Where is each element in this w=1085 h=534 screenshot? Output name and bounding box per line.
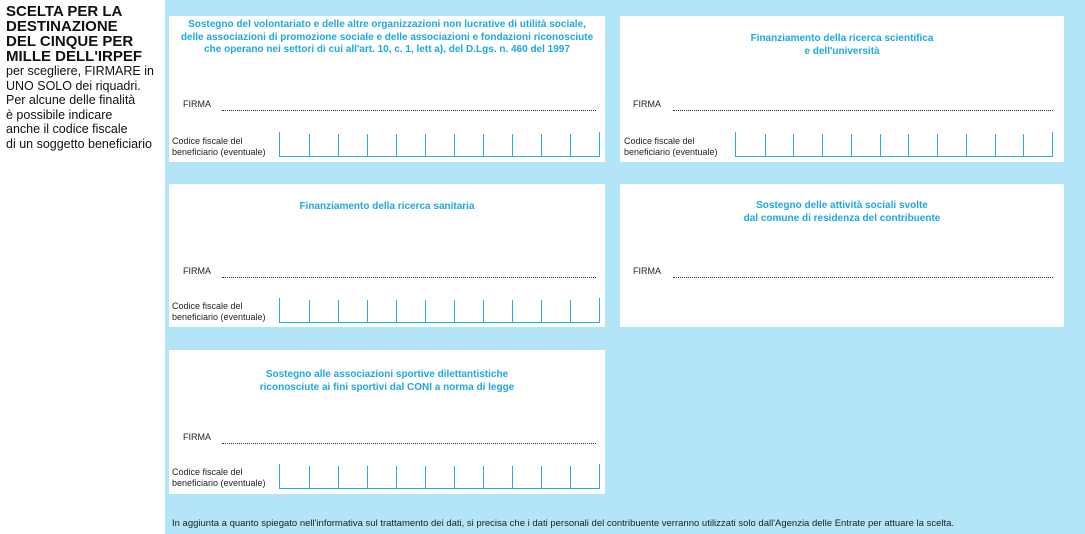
codice-fiscale-label — [172, 467, 266, 489]
instruction-line: anche il codice fiscale — [6, 122, 128, 136]
codice-fiscale-input[interactable] — [735, 132, 1053, 157]
cf-cell-divider — [793, 134, 794, 156]
box-title-line: e dell'università — [804, 45, 880, 57]
signature-field[interactable] — [222, 110, 596, 111]
cf-cell-divider — [765, 134, 766, 156]
box-title — [169, 369, 605, 394]
box-title-line: dal comune di residenza del contribuente — [743, 212, 941, 224]
cf-label-line: Codice fiscale del — [172, 136, 243, 146]
box-title-line: Sostegno delle attività sociali svolte — [756, 200, 928, 211]
box-ricerca-scientifica — [620, 16, 1064, 162]
section-title-line: MILLE DELL'IRPEF — [6, 48, 143, 65]
cf-cell-divider — [483, 300, 484, 322]
box-title-line: Finanziamento della ricerca scientifica — [750, 33, 934, 44]
firma-label: FIRMA — [183, 432, 211, 442]
instruction-line: UNO SOLO dei riquadri. — [6, 78, 141, 93]
cf-cell-divider — [454, 466, 455, 488]
cf-cell-divider — [822, 134, 823, 156]
box-volontariato — [169, 16, 605, 162]
cf-cell-divider — [937, 134, 938, 156]
codice-fiscale-input[interactable] — [279, 298, 600, 323]
cf-cell-divider — [512, 134, 513, 156]
codice-fiscale-input[interactable] — [279, 464, 600, 489]
box-title — [620, 200, 1064, 225]
cf-cell-divider — [1023, 134, 1024, 156]
firma-label: FIRMA — [183, 99, 211, 109]
box-title-line: riconosciute ai fini sportivi dal CONI a norma di legge — [259, 381, 515, 393]
codice-fiscale-input[interactable] — [279, 132, 600, 157]
cf-cell-divider — [309, 300, 310, 322]
box-attivita-sociali — [620, 184, 1064, 327]
cf-cell-divider — [309, 466, 310, 488]
cf-cell-divider — [367, 134, 368, 156]
section-title-line: DEL CINQUE PER — [6, 33, 134, 50]
section-title-line: SCELTA PER LA — [6, 3, 123, 20]
cf-cell-divider — [338, 300, 339, 322]
cf-cell-divider — [570, 300, 571, 322]
cf-cell-divider — [425, 300, 426, 322]
cf-cell-divider — [541, 134, 542, 156]
cf-cell-divider — [425, 134, 426, 156]
cf-label-line: beneficiario (eventuale) — [172, 478, 266, 488]
instruction-line: è possibile indicare — [6, 107, 113, 122]
box-title-line: delle associazioni di promozione sociale e delle associazioni e fondazioni riconosciute — [180, 31, 594, 43]
cf-cell-divider — [483, 134, 484, 156]
box-title — [169, 19, 605, 57]
cf-cell-divider — [367, 466, 368, 488]
box-ricerca-sanitaria — [169, 184, 605, 327]
cf-cell-divider — [512, 300, 513, 322]
instruction-line: Per alcune delle finalità — [6, 93, 136, 107]
cf-label-line: Codice fiscale del — [172, 301, 243, 311]
signature-field[interactable] — [222, 443, 596, 444]
cf-cell-divider — [880, 134, 881, 156]
cf-label-line: beneficiario (eventuale) — [172, 312, 266, 322]
cf-label-line: Codice fiscale del — [624, 136, 695, 146]
cf-cell-divider — [851, 134, 852, 156]
box-title-line: che operano nei settori di cui all'art. 10, c. 1, lett a), del D.Lgs. n. 460 del 1997 — [204, 44, 570, 55]
cf-cell-divider — [338, 466, 339, 488]
cf-cell-divider — [338, 134, 339, 156]
instruction-line: per scegliere, FIRMARE in — [6, 64, 154, 78]
cf-cell-divider — [908, 134, 909, 156]
codice-fiscale-label — [172, 301, 266, 323]
cf-cell-divider — [570, 134, 571, 156]
box-title — [620, 33, 1064, 58]
left-column — [6, 4, 164, 151]
cf-cell-divider — [425, 466, 426, 488]
firma-label: FIRMA — [633, 99, 661, 109]
privacy-note: In aggiunta a quanto spiegato nell'informativa sul trattamento dei dati, si precisa che i dati personali del contribuente verranno utilizzati solo dall'Agenzia delle Entrate per attuare la scelta. — [172, 518, 955, 529]
cf-label-line: beneficiario (eventuale) — [172, 147, 266, 157]
section-title — [6, 4, 164, 64]
cf-cell-divider — [396, 134, 397, 156]
cf-cell-divider — [396, 300, 397, 322]
cf-label-line: beneficiario (eventuale) — [624, 147, 718, 157]
cf-cell-divider — [995, 134, 996, 156]
signature-field[interactable] — [222, 277, 596, 278]
cf-cell-divider — [309, 134, 310, 156]
cf-cell-divider — [396, 466, 397, 488]
signature-field[interactable] — [673, 277, 1053, 278]
box-title-line: Sostegno alle associazioni sportive dilettantistiche — [265, 369, 509, 380]
cf-cell-divider — [454, 300, 455, 322]
instruction-line: di un soggetto beneficiario — [6, 136, 152, 151]
cf-cell-divider — [512, 466, 513, 488]
box-title-line: Sostegno del volontariato e delle altre organizzazioni non lucrative di utilità sociale, — [188, 19, 586, 30]
cf-cell-divider — [483, 466, 484, 488]
instructions — [6, 64, 164, 151]
signature-field[interactable] — [673, 110, 1053, 111]
codice-fiscale-label — [624, 136, 718, 158]
cf-cell-divider — [541, 466, 542, 488]
cf-cell-divider — [570, 466, 571, 488]
section-title-line: DESTINAZIONE — [6, 18, 118, 35]
box-sportive — [169, 350, 605, 494]
box-title — [169, 201, 605, 214]
box-title-line: Finanziamento della ricerca sanitaria — [299, 201, 475, 212]
cf-cell-divider — [541, 300, 542, 322]
cf-cell-divider — [966, 134, 967, 156]
cf-label-line: Codice fiscale del — [172, 467, 243, 477]
firma-label: FIRMA — [633, 266, 661, 276]
firma-label: FIRMA — [183, 266, 211, 276]
codice-fiscale-label — [172, 136, 266, 158]
cf-cell-divider — [454, 134, 455, 156]
cf-cell-divider — [367, 300, 368, 322]
